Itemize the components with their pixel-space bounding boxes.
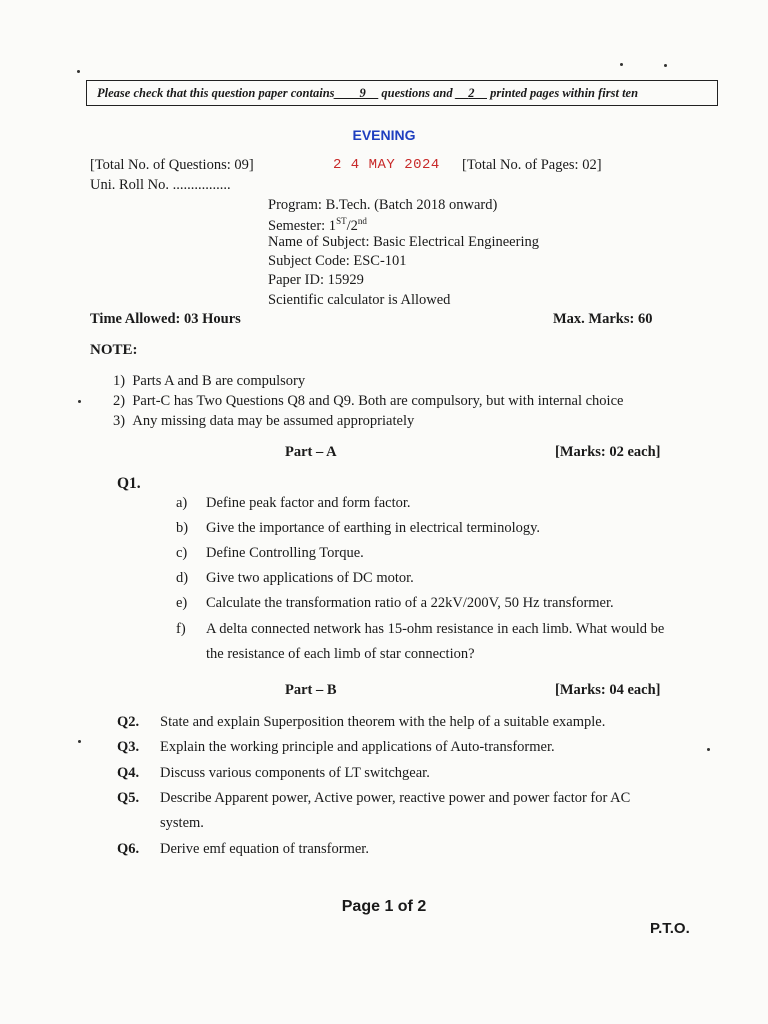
- subquestion-text: Define Controlling Torque.: [206, 545, 364, 561]
- paper-id: Paper ID: 15929: [268, 272, 364, 288]
- part-b-title: Part – B: [285, 682, 337, 698]
- note-heading: NOTE:: [90, 342, 138, 358]
- question-text-cont: system.: [160, 815, 204, 831]
- notice-middle: questions and: [381, 86, 453, 100]
- program: Program: B.Tech. (Batch 2018 onward): [268, 197, 498, 213]
- calculator-note: Scientific calculator is Allowed: [268, 292, 451, 308]
- note-item: 3) Any missing data may be assumed appropriately: [113, 413, 415, 429]
- subquestion-label: d): [176, 570, 189, 586]
- subject-name: Name of Subject: Basic Electrical Engineering: [268, 234, 539, 250]
- notice-prefix: Please check that this question paper contains: [97, 86, 335, 100]
- scan-speck: [664, 64, 667, 67]
- page-check-notice: [86, 80, 718, 106]
- question-text: Explain the working principle and applications of Auto-transformer.: [160, 739, 555, 755]
- scan-speck: [78, 400, 81, 403]
- notice-page-count: __2__: [455, 86, 487, 100]
- notice-question-count: ____9__: [334, 86, 379, 100]
- subquestion-label: e): [176, 595, 188, 611]
- question-number: Q3.: [117, 739, 140, 755]
- pto-label: P.T.O.: [650, 920, 690, 937]
- subquestion-label: c): [176, 545, 188, 561]
- question-number: Q4.: [117, 765, 140, 781]
- scan-speck: [620, 63, 623, 66]
- subquestion-text: A delta connected network has 15-ohm resistance in each limb. What would be: [206, 621, 665, 637]
- subquestion-text: Define peak factor and form factor.: [206, 495, 411, 511]
- part-a-title: Part – A: [285, 444, 337, 460]
- question-number: Q2.: [117, 714, 140, 730]
- question-text: Discuss various components of LT switchgear.: [160, 765, 430, 781]
- subquestion-label: a): [176, 495, 188, 511]
- scan-speck: [707, 748, 710, 751]
- scan-speck: [78, 740, 81, 743]
- subquestion-text-cont: the resistance of each limb of star connection?: [206, 646, 475, 662]
- subquestion-label: b): [176, 520, 189, 536]
- notice-suffix: printed pages within first ten: [490, 86, 639, 100]
- note-item: 1) Parts A and B are compulsory: [113, 373, 306, 389]
- question-q1: Q1.: [117, 475, 141, 492]
- total-pages: [Total No. of Pages: 02]: [462, 157, 602, 173]
- note-item: 2) Part-C has Two Questions Q8 and Q9. Both are compulsory, but with internal choice: [113, 393, 624, 409]
- semester: Semester: 1ST/2nd: [268, 216, 367, 234]
- scan-speck: [77, 70, 80, 73]
- part-a-marks: [Marks: 02 each]: [555, 444, 661, 460]
- total-questions: [Total No. of Questions: 09]: [90, 157, 254, 173]
- subquestion-text: Calculate the transformation ratio of a 22kV/200V, 50 Hz transformer.: [206, 595, 614, 611]
- question-number: Q6.: [117, 841, 140, 857]
- subquestion-label: f): [176, 621, 186, 637]
- part-b-marks: [Marks: 04 each]: [555, 682, 661, 698]
- question-number: Q5.: [117, 790, 140, 806]
- date-stamp: 2 4 MAY 2024: [333, 157, 440, 173]
- question-text: Derive emf equation of transformer.: [160, 841, 369, 857]
- time-allowed: Time Allowed: 03 Hours: [90, 311, 241, 327]
- session-label: EVENING: [352, 127, 416, 143]
- subquestion-text: Give two applications of DC motor.: [206, 570, 414, 586]
- subject-code: Subject Code: ESC-101: [268, 253, 407, 269]
- question-text: State and explain Superposition theorem with the help of a suitable example.: [160, 714, 606, 730]
- max-marks: Max. Marks: 60: [553, 311, 653, 327]
- subquestion-text: Give the importance of earthing in electrical terminology.: [206, 520, 541, 536]
- roll-number: Uni. Roll No. ................: [90, 177, 231, 193]
- question-text: Describe Apparent power, Active power, reactive power and power factor for AC: [160, 790, 631, 806]
- page-number: Page 1 of 2: [341, 898, 427, 915]
